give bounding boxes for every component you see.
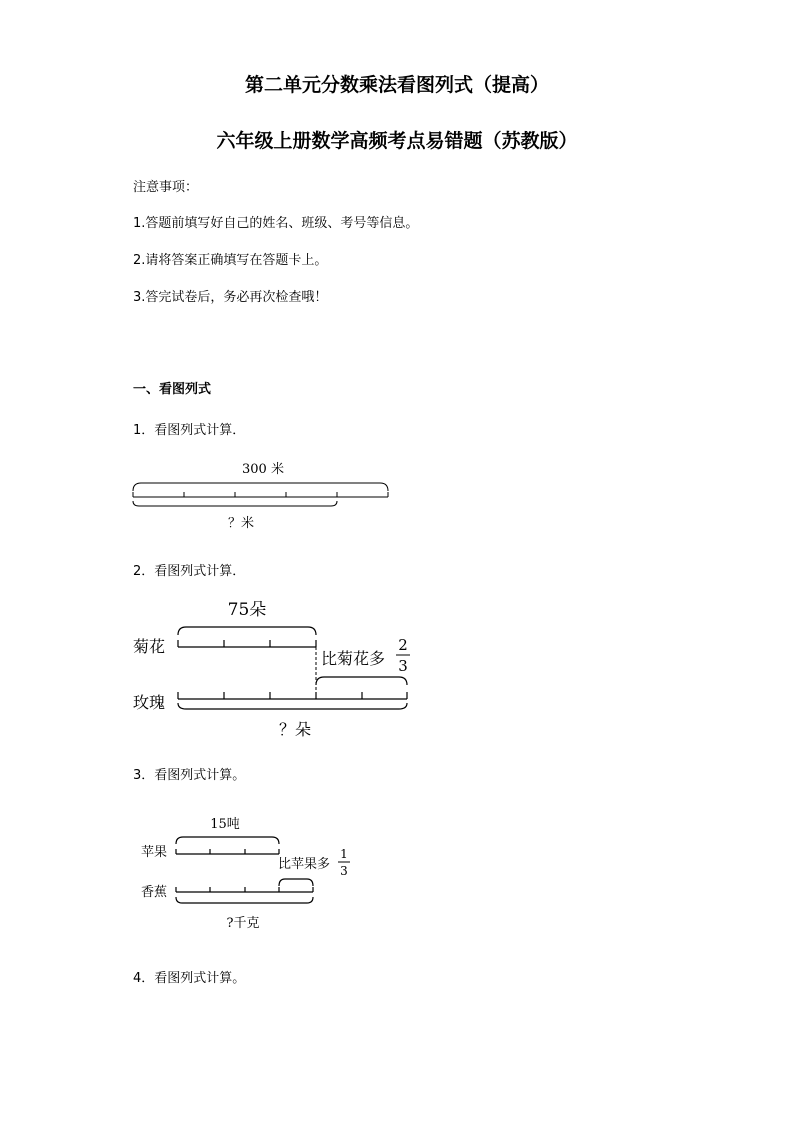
- page-title: 第二单元分数乘法看图列式（提高）: [244, 74, 549, 96]
- q2-top-brace: [178, 627, 316, 635]
- q1-total-label: 300 米: [242, 462, 284, 477]
- question-1-diagram: [125, 455, 400, 535]
- question-3-diagram: [125, 810, 375, 935]
- q1-top-brace: [133, 483, 388, 491]
- note-item-1: 1.答题前填写好自己的姓名、班级、考号等信息。: [133, 216, 419, 231]
- question-2-diagram: [125, 595, 425, 745]
- q3-unknown-label: ?千克: [226, 916, 260, 931]
- q2-compare-label: 比菊花多: [321, 649, 386, 668]
- q3-top-label: 15吨: [210, 817, 240, 832]
- page-subtitle: 六年级上册数学高频考点易错题（苏教版）: [216, 130, 578, 152]
- q3-row2-label: 香蕉: [141, 885, 168, 900]
- q3-bottom-brace: [176, 897, 313, 903]
- question-1-text: 1．看图列式计算．: [133, 423, 246, 438]
- q2-frac-num: 2: [398, 636, 408, 654]
- q2-compare-brace: [316, 677, 407, 685]
- q3-compare-brace: [279, 879, 313, 886]
- notes-heading: 注意事项：: [133, 180, 199, 195]
- question-4-text: 4．看图列式计算。: [133, 971, 246, 986]
- question-3-text: 3．看图列式计算。: [133, 768, 246, 783]
- note-item-2: 2.请将答案正确填写在答题卡上。: [133, 253, 328, 268]
- q1-unknown-label: ？米: [227, 516, 255, 531]
- q3-compare-label: 比苹果多: [278, 857, 331, 872]
- note-item-3: 3.答完试卷后，务必再次检查哦！: [133, 290, 328, 305]
- section-heading: 一、看图列式: [133, 382, 212, 397]
- q2-row1-label: 菊花: [133, 637, 166, 656]
- q2-frac-den: 3: [398, 657, 408, 675]
- question-2-text: 2．看图列式计算．: [133, 564, 246, 579]
- q3-frac-num: 1: [340, 847, 348, 861]
- q2-top-label: 75朵: [227, 600, 267, 620]
- q3-row1-label: 苹果: [141, 845, 168, 860]
- q3-frac-den: 3: [340, 864, 348, 878]
- q2-bottom-brace: [178, 703, 407, 709]
- q1-bottom-brace: [133, 501, 337, 506]
- q2-unknown-label: ？朵: [278, 720, 312, 739]
- q3-top-brace: [176, 837, 279, 844]
- q2-row2-label: 玫瑰: [133, 693, 166, 712]
